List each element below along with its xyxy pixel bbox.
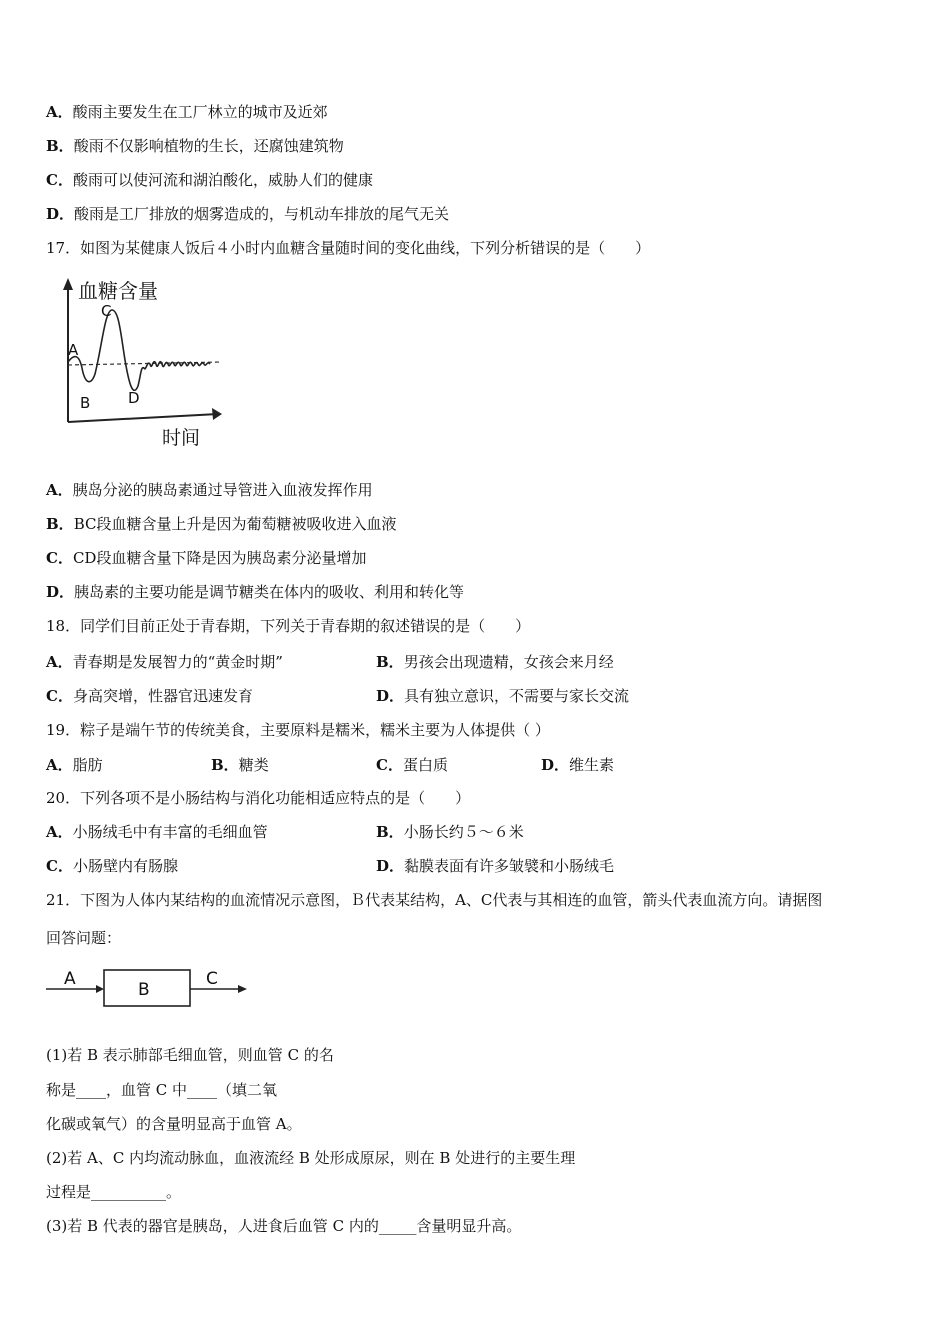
q19-stem: 19．粽子是端午节的传统美食，主要原料是糯米，糯米主要为人体提供（ ） [46,721,550,739]
point-c-label: C [101,302,112,320]
q21-sub2-line1: (2)若 A、C 内均流动脉血，血液流经 B 处形成原尿，则在 B 处进行的主要生理 [46,1149,576,1167]
q18-option-a: A．青春期是发展智力的“黄金时期” [46,653,283,671]
q20-option-d: D．黏膜表面有许多皱襞和小肠绒毛 [376,857,615,875]
q17-option-d: D．胰岛素的主要功能是调节糖类在体内的吸收、利用和转化等 [46,583,465,601]
q19-option-b: B．糖类 [211,756,269,774]
q19-option-d: D．维生素 [541,756,615,774]
x-axis-label: 时间 [162,427,201,449]
q18-option-c: C．身高突增，性器官迅速发育 [46,687,253,705]
q18-option-d: D．具有独立意识，不需要与家长交流 [376,687,630,705]
q17-option-a: A．胰岛分泌的胰岛素通过导管进入血液发挥作用 [46,481,373,499]
structure-b-label: B [138,980,150,1000]
q21-sub1-line1: (1)若 B 表示肺部毛细血管，则血管 C 的名 [46,1046,334,1064]
q17-option-c: C．CD段血糖含量下降是因为胰岛素分泌量增加 [46,549,367,567]
q21-sub3: (3)若 B 代表的器官是胰岛，人进食后血管 C 内的_____含量明显升高。 [46,1217,522,1235]
point-a-label: A [68,341,79,359]
q21-stem-line1: 21．下图为人体内某结构的血流情况示意图，Ｂ代表某结构，A、C代表与其相连的血管，箭头代表血流方向。请据图 [46,891,823,909]
q18-stem: 18．同学们目前正处于青春期，下列关于青春期的叙述错误的是（ ） [46,617,531,635]
q21-sub2-line2: 过程是__________。 [46,1183,182,1201]
vessel-a-label: A [64,969,76,989]
x-axis-arrow [212,408,222,420]
blood-flow-diagram [44,962,254,1012]
arrow-a-head [96,985,104,993]
point-b-label: B [80,394,91,412]
q16-option-a: A．酸雨主要发生在工厂林立的城市及近郊 [46,103,328,121]
point-d-label: D [128,389,140,407]
q17-stem: 17．如图为某健康人饭后４小时内血糖含量随时间的变化曲线，下列分析错误的是（ ） [46,239,651,257]
blood-sugar-chart [60,276,230,456]
q20-option-c: C．小肠壁内有肠腺 [46,857,178,875]
q20-stem: 20．下列各项不是小肠结构与消化功能相适应特点的是（ ） [46,789,471,807]
q16-option-b: B．酸雨不仅影响植物的生长，还腐蚀建筑物 [46,137,344,155]
q21-sub1-line3: 化碳或氧气）的含量明显高于血管 A。 [46,1115,302,1133]
q17-option-b: B．BC段血糖含量上升是因为葡萄糖被吸收进入血液 [46,515,397,533]
q18-option-b: B．男孩会出现遗精，女孩会来月经 [376,653,614,671]
blood-sugar-curve [68,310,210,390]
y-axis-label: 血糖含量 [78,279,158,303]
y-axis-arrow [63,278,73,290]
q21-stem-line2: 回答问题： [46,929,122,947]
q16-option-c: C．酸雨可以使河流和湖泊酸化，威胁人们的健康 [46,171,373,189]
q20-option-b: B．小肠长约５～６米 [376,823,524,841]
q16-option-d: D．酸雨是工厂排放的烟雾造成的，与机动车排放的尾气无关 [46,205,450,223]
x-axis [68,414,218,422]
vessel-c-label: C [206,969,218,989]
q21-sub1-line2: 称是____，血管 C 中____（填二氧 [46,1081,278,1099]
q19-option-a: A．脂肪 [46,756,103,774]
arrow-c-head [238,985,247,993]
q20-option-a: A．小肠绒毛中有丰富的毛细血管 [46,823,268,841]
q19-option-c: C．蛋白质 [376,756,448,774]
